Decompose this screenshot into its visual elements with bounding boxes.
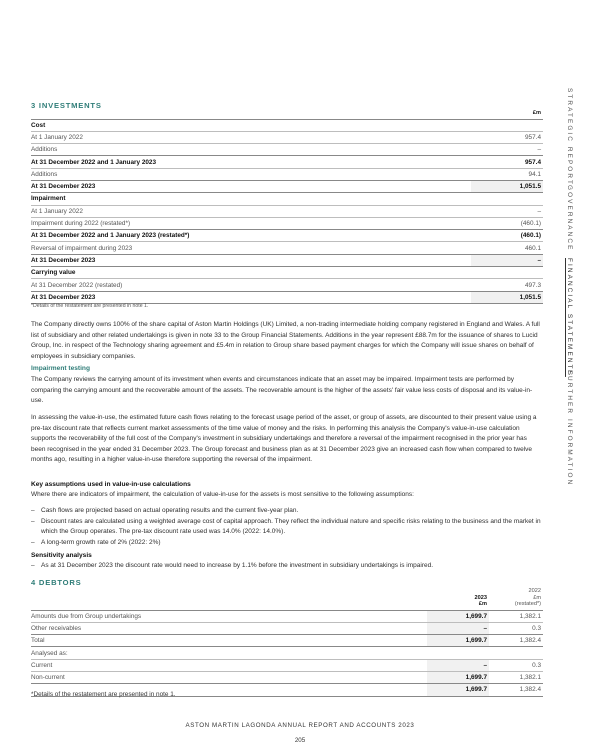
table-row: Non-current 1,699.7 1,382.1 — [31, 671, 543, 683]
investments-footnote: *Details of the restatement are presented in note 1. — [31, 303, 149, 309]
key-assumptions-intro: Where there are indicators of impairment, the calculation of value-in-use for the assets is most sensitive to the following assumptions: — [31, 491, 414, 498]
table-row: Amounts due from Group undertakings 1,699.7 1,382.1 — [31, 610, 543, 622]
table-row: Additions – — [31, 144, 543, 156]
impairment-testing-heading: Impairment testing — [31, 365, 90, 372]
table-row: Analysed as: — [31, 649, 68, 657]
list-item: – Cash flows are projected based on actual operating results and the current five-year plan. — [31, 506, 543, 517]
sensitivity-heading: Sensitivity analysis — [31, 552, 92, 559]
table-row: Additions 94.1 — [31, 168, 543, 180]
table-row: At 31 December 2022 and 1 January 2023 (restated*) (460.1) — [31, 230, 543, 242]
sensitivity-list — [31, 561, 543, 572]
table-row: 1,699.7 1,382.4 — [31, 684, 543, 696]
table-row: At 31 December 2022 and 1 January 2023 957.4 — [31, 156, 543, 168]
table-row: Reversal of impairment during 2023 460.1 — [31, 242, 543, 254]
list-item: – A long-term growth rate of 2% (2022: 2%) — [31, 538, 543, 549]
key-assumptions-heading: Key assumptions used in value-in-use calculations — [31, 481, 191, 488]
table-row: Cost — [31, 121, 46, 129]
side-nav-governance[interactable]: GOVERNANCE — [566, 185, 573, 252]
page-number: 205 — [294, 737, 306, 744]
debtors-table — [31, 588, 543, 697]
col-2022-header: 2022 £m (restated*) — [489, 588, 543, 610]
side-nav-strategic-report[interactable]: STRATEGIC REPORT — [566, 88, 573, 186]
table-row: At 31 December 2022 (restated) 497.3 — [31, 279, 543, 291]
table-row: At 31 December 2023 1,051.5 — [31, 180, 543, 192]
table-row: Impairment during 2022 (restated*) (460.1) — [31, 217, 543, 229]
key-assumptions-list — [31, 506, 543, 548]
list-item: – Discount rates are calculated using a weighted average cost of capital approach. They reflect the individual nature and specific risks relating to the business and the market in which the Group operates. The pre-tax discount rate used was 14.0% (2022: 14.0%). — [31, 517, 543, 538]
table-row: Impairment — [31, 195, 66, 203]
debtors-title: 4 DEBTORS — [31, 578, 82, 587]
table-row: At 31 December 2023 – — [31, 254, 543, 266]
table-row: Other receivables – 0.3 — [31, 622, 543, 634]
investments-paragraph: The Company directly owns 100% of the share capital of Aston Martin Holdings (UK) Limited, a non-trading intermediate holding company registered in England and Wales. A full list of subsidiary and other related undertakings is given in note 33 to the Group Financial Statements. Additions in the year represent £88.7m for the issuance of shares to Lucid Group, Inc. in respect of the Technology sharing agreement and £5.4m in relation to Group share based payment charges for which the Company will issue shares on behalf of employees in subsidiary companies. — [31, 321, 540, 360]
impairment-testing-para2: In assessing the value-in-use, the estimated future cash flows relating to the forecast usage period of the asset, or group of assets, are discounted to their present value using a pre-tax discount rate that reflects current market assessments of the time value of money and the risks. In performing this analysis the Company's value-in-use calculation supports the recoverability of the full cost of the Company's investment in subsidiary undertakings and therefore a reversal of the impairment recognised in the prior year has been recognised in the year ended 31 December 2023. The Group forecast and business plan as at 31 December 2023 give an increased cash flow when compared to twelve months ago, resulting in a higher value-in-use therefore supporting the reversal of the impairment. — [31, 414, 537, 463]
col-2023-header: 2023 £m — [427, 588, 489, 610]
debtors-header-row — [31, 588, 543, 610]
section-side-nav — [563, 88, 575, 488]
investments-table — [31, 110, 543, 304]
table-row: At 1 January 2022 957.4 — [31, 131, 543, 143]
table-row: At 1 January 2022 – — [31, 205, 543, 217]
table-row: Total 1,699.7 1,382.4 — [31, 635, 543, 647]
list-item: – As at 31 December 2023 the discount rate would need to increase by 1.1% before the investment in subsidiary undertakings is impaired. — [31, 561, 543, 572]
unit-header: £m — [471, 110, 543, 119]
side-nav-further-information[interactable]: FURTHER INFORMATION — [566, 370, 573, 487]
table-row: Carrying value — [31, 269, 76, 277]
impairment-testing-para1: The Company reviews the carrying amount of its investment when events and circumstances indicate that an asset may be impaired. Impairment tests are performed by comparing the carrying amount and the recoverable amount of the assets. The recoverable amount is the higher of the assets' fair value less costs of disposal and its value-in-use. — [31, 376, 533, 404]
table-row: Current – 0.3 — [31, 659, 543, 671]
side-nav-financial-statements[interactable]: FINANCIAL STATEMENTS — [566, 258, 573, 377]
debtors-footnote: *Details of the restatement are presented in note 1. — [31, 691, 176, 698]
table-row: At 31 December 2023 1,051.5 — [31, 291, 543, 303]
footer-title: ASTON MARTIN LAGONDA ANNUAL REPORT AND ACCOUNTS 2023 — [185, 722, 415, 729]
investments-header-row — [31, 110, 543, 119]
investments-title: 3 INVESTMENTS — [31, 101, 102, 110]
